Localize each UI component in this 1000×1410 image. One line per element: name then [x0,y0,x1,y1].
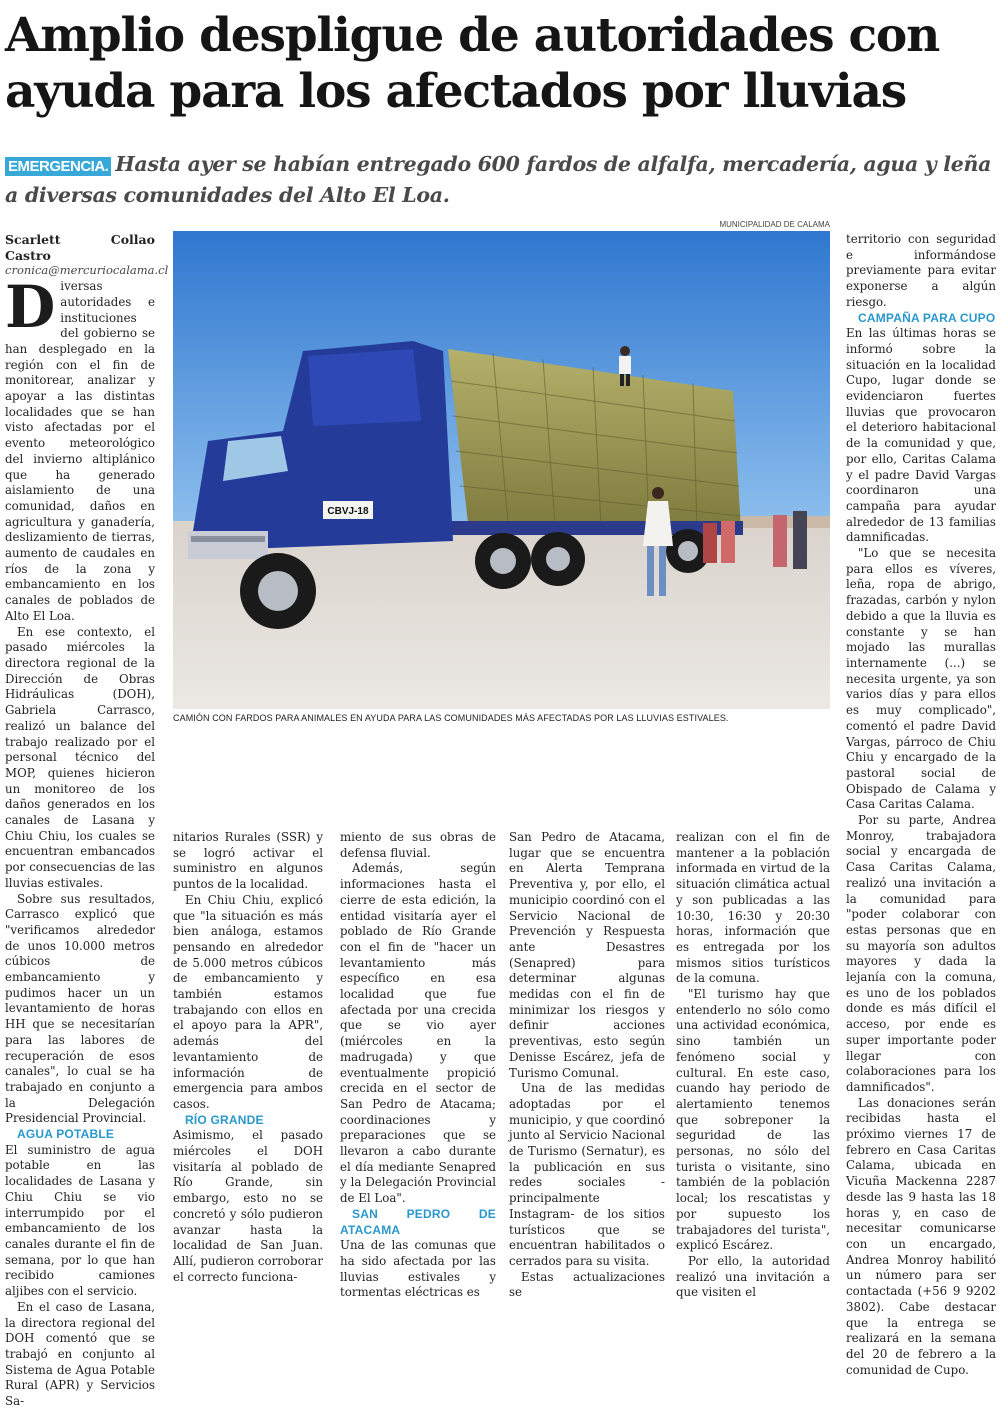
col1-paragraph-1: Diversas autoridades e instituciones del gobierno se han desplegado en la región con el fin de monitorear, analizar y apoyar a las distintas localidades que se han visto afectadas por el evento meteorológico del invierno altiplánico que ha generado aislamiento de una comunidad, daños en agricultura y ganadería, deslizamiento de tierras, aumento de caudales en ríos de la zona y embancamiento en los canales de poblados de Alto El Loa. [5,273,155,623]
col6-paragraph-3: "Lo que se necesita para ellos es víveres, leña, ropa de abrigo, frazadas, carbón y nylon debido a que la lluvia es constante y se han mojado las murallas internamente (...) se necesita urgente, ya son varios días y para ellos es muy complicado", comentó el padre David Vargas, párroco de Chiu Chiu y encargado de la pastoral social de Obispado de Calama y Casa Caritas Calama. [846,546,996,812]
column-4 [509,830,665,1301]
column-2 [173,830,323,1285]
headline [5,8,995,120]
subhead-rio-grande: RÍO GRANDE [185,1112,264,1127]
col3-paragraph-3: Una de las comunas que ha sido afectada por las lluvias estivales y tormentas eléctricas es [340,1238,496,1300]
col2-paragraph-2: En Chiu Chiu, explicó que "la situación es más bien análoga, estamos pensando en alrededor de 5.000 metros cúbicos de embancamiento y también estamos trabajando con ellos en el apoyo para la APR", además del levantamiento de información de emergencia para ambos casos. [173,892,323,1111]
col1-paragraph-2: En ese contexto, el pasado miércoles la directora regional de la Dirección de Obras Hidráulicas (DOH), Gabriela Carrasco, realizó un balance del trabajo realizado por el personal técnico del MOP, quienes hicieron un monitoreo de los daños generados en los canales de Lasana y Chiu Chiu, los cuales se encuentran embancados por consecuencias de las lluvias estivales. [5,624,155,890]
photo-caption: CAMIÓN CON FARDOS PARA ANIMALES EN AYUDA PARA LAS COMUNIDADES MÁS AFECTADAS POR LAS LLUVIAS ESTIVALES. [173,713,729,723]
column-1 [5,232,169,1410]
col4-paragraph-2: Una de las medidas adoptadas por el municipio, y que coordinó junto al Servicio Nacional de Turismo (Sernatur), es la publicación en sus redes sociales -principalmente Instagram- de los sitios turísticos que se encuentran habilitados o cerrados para su visita. [509,1081,665,1268]
col2-paragraph-3: Asimismo, el pasado miércoles el DOH visitaría al poblado de Río Grande, sin embargo, esto no se concretó y sólo pudieron avanzar hasta la localidad de San Juan. Allí, pudieron corroborar el correcto funciona- [173,1128,323,1284]
author-email[interactable]: cronica@mercuriocalama.cl [5,263,169,278]
col6-paragraph-4: Por su parte, Andrea Monroy, trabajadora social y encargada de Casa Caritas Calama, realizó una invitación a la comunidad para "poder colaborar con estas personas que en su mayoría son adultos mayores y dada la lejanía con la comuna, es uno de los poblados donde es más difícil el acceso, por ende es super importante poder llegar con colaboraciones para los damnificados". [846,813,996,1094]
license-plate: CBVJ-18 [327,506,369,517]
deck-text: Hasta ayer se habían entregado 600 fardos de alfalfa, mercadería, agua y leña a diversas comunidades del Alto El Loa. [5,152,992,207]
col5-paragraph-3: Por ello, la autoridad realizó una invitación a que visiten el [676,1253,830,1300]
col4-paragraph-3: Estas actualizaciones se [509,1269,665,1300]
col6-paragraph-5: Las donaciones serán recibidas hasta el próximo viernes 17 de febrero en Casa Caritas Calama, ubicada en Vicuña Mackenna 2287 desde las 9 hasta las 18 horas y, en caso de necesitar comunicarse con un encargado, Andrea Monroy habilitó un número para ser contactada (+56 9 9202 3802). Cabe destacar que la entrega se realizará en la semana del 20 de febrero a la comunidad de Cupo. [846,1095,996,1377]
headline-line-1: Amplio despligue de autoridades con [5,8,940,63]
subhead-agua-potable: AGUA POTABLE [17,1127,115,1142]
col5-paragraph-2: "El turismo hay que entenderlo no sólo como una actividad económica, sino también un fenómeno social y cultural. En este caso, cuando hay periodo de alertamiento tenemos que sobreponer la seguridad de las personas, no sólo del turista o visitante, sino también de la población local; los rescatistas y por supuesto los trabajadores del turista", explicó Escárez. [676,987,830,1253]
author-byline: Scarlett Collao Castro [5,232,155,263]
col1-paragraph-4: El suministro de agua potable en las localidades de Lasana y Chiu Chiu se vio interrumpido por el embancamiento de los canales durante el fin de semana, por lo que han recibido camiones aljibes con el servicio. [5,1142,155,1299]
headline-line-2: ayuda para los afectados por lluvias [5,64,907,119]
subhead-campana-cupo: CAMPAÑA PARA CUPO [858,310,996,325]
subhead-san-pedro: SAN PEDRO DE ATACAMA [340,1206,496,1237]
column-5 [676,830,830,1301]
col3-paragraph-1: miento de sus obras de defensa fluvial. [340,830,496,860]
col6-paragraph-1: territorio con seguridad e informándose previamente para evitar exponerse a algún riesgo. [846,232,996,309]
col1-paragraph-5: En el caso de Lasana, la directora regional del DOH comentó que se trabajó en conjunto al Sistema de Agua Potable Rural (APR) y Servicios Sa- [5,1299,155,1409]
kicker-badge: EMERGENCIA. [5,157,111,176]
col1-paragraph-3: Sobre sus resultados, Carrasco explicó que "verificamos alrededor de unos 10.000 metros cúbicos de embancamiento y pudimos hacer un un levantamiento de horas HH que se necesitarían para las labores de recuperación de esos canales", lo cual se ha trabajado en conjunto a la Delegación Presidencial Provincial. [5,891,155,1126]
col2-paragraph-1: nitarios Rurales (SSR) y se logró activar el suministro en algunos puntos de la localidad. [173,830,323,892]
article-photo [173,231,830,709]
deck [5,150,995,209]
col4-paragraph-1: San Pedro de Atacama, lugar que se encuentra en Alerta Temprana Preventiva y, por ello, el municipio coordinó con el Servicio Nacional de Prevención y Respuesta ante Desastres (Senapred) para determinar algunas medidas con el fin de minimizar los riesgos y definir acciones preventivas, esto según Denisse Escárez, jefa de Turismo Comunal. [509,830,665,1080]
dropcap: D [5,273,56,342]
column-3 [340,830,496,1301]
col6-paragraph-2: En las últimas horas se informó sobre la situación en la localidad Cupo, lugar donde se evidenciaron fuertes lluvias que provocaron el deterioro habitacional de la comunidad y que, por ello, Caritas Calama y el padre David Vargas coordinaron una campaña para ayudar alrededor de 13 familias damnificadas. [846,326,996,545]
photo-credit: MUNICIPALIDAD DE CALAMA [719,220,830,229]
column-6 [846,232,996,1378]
truck-photo-illustration [173,231,830,709]
col3-paragraph-2: Además, según informaciones hasta el cierre de esta edición, la entidad visitaría ayer el poblado de Río Grande con el fin de "hacer un levantamiento más específico en esa localidad que fue afectada por una crecida que se vio ayer (miércoles en la madrugada) y que eventualmente propició crecida en el sector de San Pedro de Atacama; coordinaciones y preparaciones que se llevaron a cabo durante el día mediante Senapred y la Delegación Provincial de El Loa". [340,861,496,1206]
col5-paragraph-1: realizan con el fin de mantener a la población informada en virtud de la situación climática actual y son publicadas a las 10:30, 16:30 y 20:30 horas, información que es entregada por los mismos sitios turísticos de la comuna. [676,830,830,986]
